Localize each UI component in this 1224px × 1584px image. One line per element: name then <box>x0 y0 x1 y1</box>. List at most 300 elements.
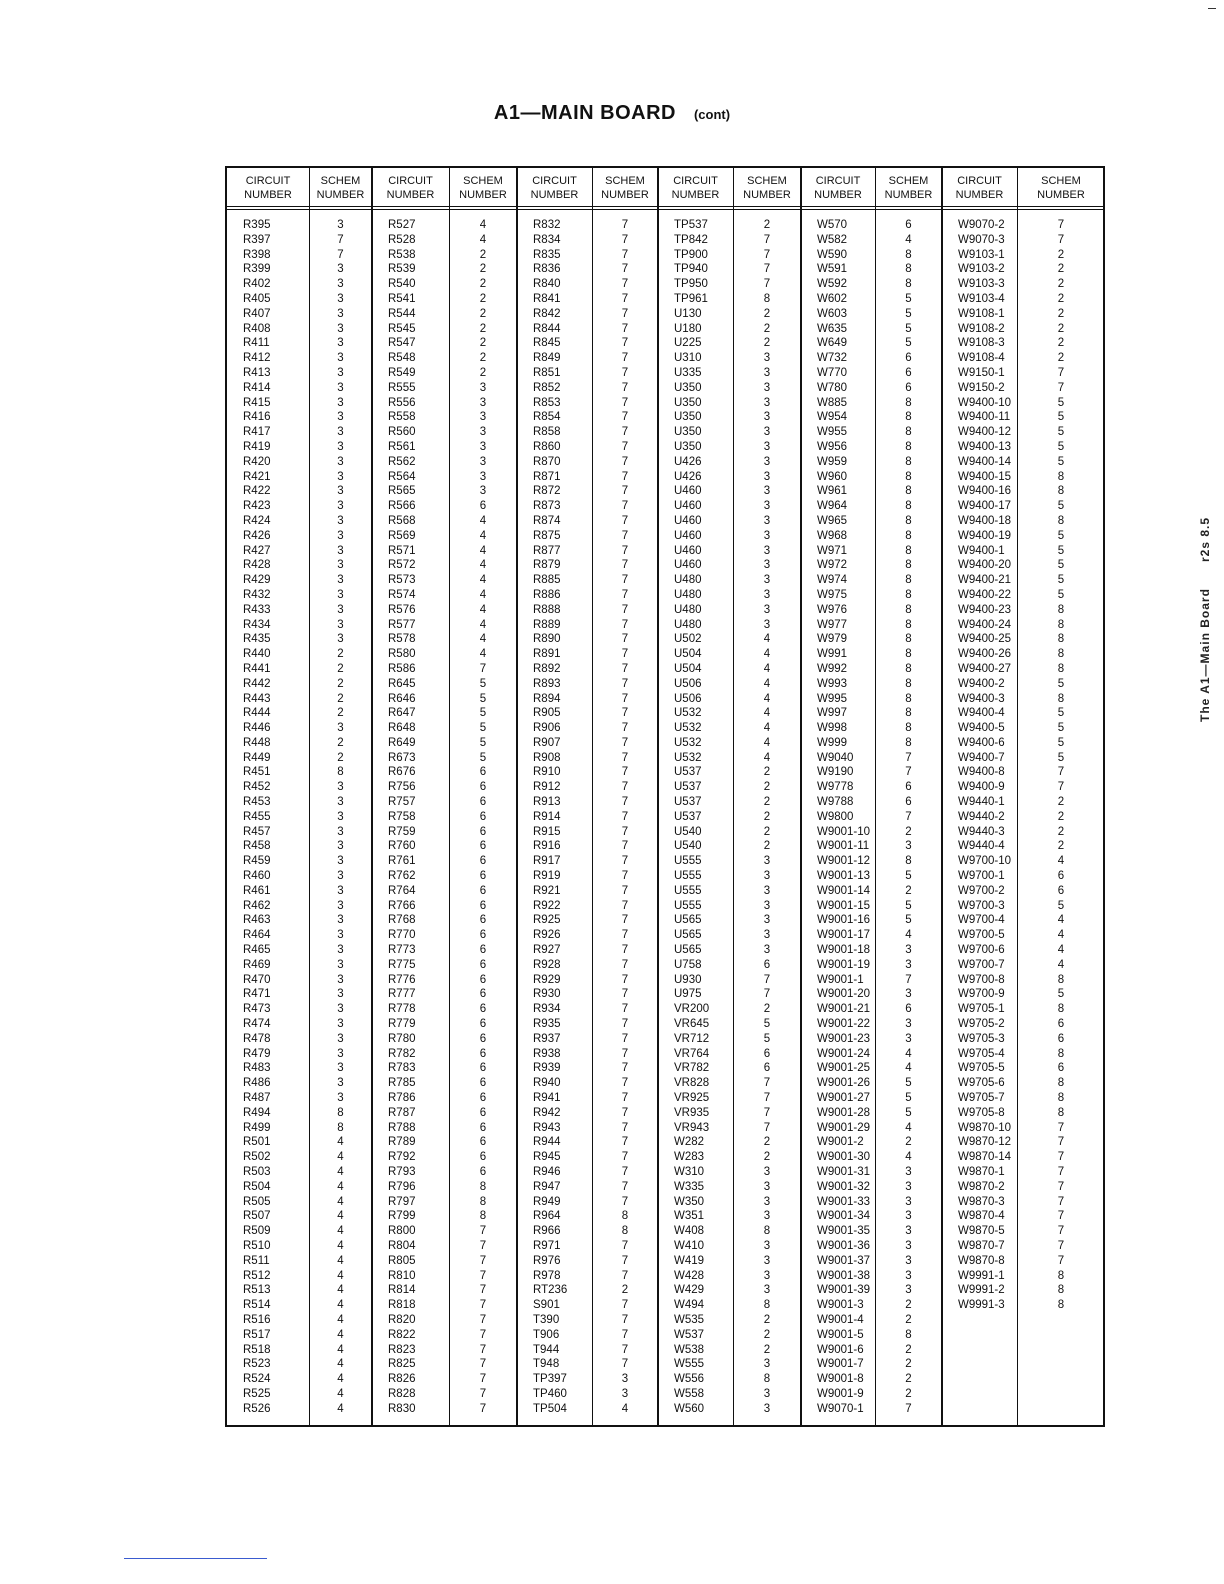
circuit-number-cell: W9001-12 <box>817 855 871 868</box>
schem-number-cell: 3 <box>337 884 344 897</box>
circuit-number-cell: R397 <box>243 233 271 246</box>
parts-location-table <box>225 166 1105 1427</box>
schem-number-cell: 7 <box>905 810 912 823</box>
schem-number-cell: 3 <box>337 263 344 276</box>
circuit-number-cell: R943 <box>533 1121 561 1134</box>
circuit-number-cell: W537 <box>674 1328 705 1341</box>
circuit-number-cell: W555 <box>674 1358 705 1371</box>
schem-number-cell: 3 <box>337 307 344 320</box>
circuit-number-cell: W961 <box>817 485 848 498</box>
schem-number-cell: 2 <box>337 736 344 749</box>
schem-number-cell: 7 <box>621 825 629 838</box>
schem-number-cell: 7 <box>621 529 629 542</box>
schem-number-cell: 2 <box>1057 263 1065 276</box>
circuit-number-cell: W351 <box>674 1210 705 1223</box>
schem-number-cell: 7 <box>621 618 629 631</box>
schem-number-cell: 2 <box>1057 278 1065 291</box>
schem-number-cell: 7 <box>479 1269 487 1282</box>
circuit-number-cell: R844 <box>533 322 561 335</box>
schem-number-cell: 8 <box>1057 1092 1065 1105</box>
circuit-number-cell: R426 <box>243 529 271 542</box>
circuit-number-cell: W9700-7 <box>958 958 1005 971</box>
schem-number-cell: 3 <box>337 958 344 971</box>
schem-number-cell: 3 <box>337 292 344 305</box>
circuit-number-cell: W9001-32 <box>817 1180 871 1193</box>
circuit-number-cell: R474 <box>243 1018 271 1031</box>
circuit-number-cell: R786 <box>388 1092 416 1105</box>
schem-number-cell: 7 <box>621 248 629 261</box>
schem-number-cell: 3 <box>337 1077 344 1090</box>
circuit-number-cell: U426 <box>674 455 702 468</box>
schem-number-cell: 8 <box>621 1210 629 1223</box>
circuit-number-cell: R478 <box>243 1032 271 1045</box>
schem-number-cell: 7 <box>1057 1254 1065 1267</box>
circuit-number-cell: R428 <box>243 559 271 572</box>
circuit-number-cell: R408 <box>243 322 271 335</box>
circuit-number-cell: R517 <box>243 1328 271 1341</box>
circuit-number-cell: R460 <box>243 870 271 883</box>
schem-number-cell: 7 <box>621 500 629 513</box>
circuit-number-cell: W9001-27 <box>817 1092 871 1105</box>
circuit-number-cell: TP900 <box>674 248 708 261</box>
circuit-number-cell: R842 <box>533 307 561 320</box>
circuit-number-cell: R886 <box>533 588 561 601</box>
circuit-number-cell: W9400-14 <box>958 455 1012 468</box>
header-label: SCHEM <box>747 175 787 187</box>
schem-values <box>733 218 801 1417</box>
schem-number-cell: 5 <box>1057 544 1065 557</box>
schem-number-cell: 7 <box>621 233 629 246</box>
schem-number-cell: 7 <box>621 1151 629 1164</box>
schem-number-cell: 2 <box>1057 825 1065 838</box>
schem-number-cell: 5 <box>905 914 912 927</box>
schem-number-cell: 3 <box>479 396 487 409</box>
circuit-number-cell: W9440-1 <box>958 796 1005 809</box>
circuit-number-cell: R854 <box>533 411 561 424</box>
circuit-number-cell: W419 <box>674 1254 705 1267</box>
circuit-number-cell: R836 <box>533 263 561 276</box>
schem-number-cell: 2 <box>905 1313 912 1326</box>
schem-number-cell: 3 <box>905 1180 912 1193</box>
circuit-number-cell: R459 <box>243 855 271 868</box>
circuit-number-cell: U460 <box>674 559 702 572</box>
circuit-number-cell: R540 <box>388 278 416 291</box>
circuit-number-cell: W9001-33 <box>817 1195 871 1208</box>
circuit-number-cell: U555 <box>674 899 702 912</box>
circuit-number-cell: R572 <box>388 559 416 572</box>
circuit-number-cell: W9400-26 <box>958 648 1012 661</box>
schem-number-cell: 7 <box>763 1121 771 1134</box>
schem-number-cell: 7 <box>621 662 629 675</box>
schem-number-cell: 8 <box>905 514 912 527</box>
circuit-number-cell: R444 <box>243 707 271 720</box>
circuit-number-cell: U480 <box>674 574 702 587</box>
schem-number-cell: 2 <box>905 1136 912 1149</box>
schem-number-cell: 5 <box>905 307 912 320</box>
circuit-number-cell: R825 <box>388 1358 416 1371</box>
circuit-number-cell: R870 <box>533 455 561 468</box>
schem-number-cell: 8 <box>1057 514 1065 527</box>
circuit-number-cell: R545 <box>388 322 416 335</box>
circuit-number-cell: TP950 <box>674 278 708 291</box>
schem-number-cell: 2 <box>337 707 344 720</box>
circuit-number-cell: U506 <box>674 677 702 690</box>
circuit-number-cell: R916 <box>533 840 561 853</box>
circuit-number-cell: R415 <box>243 396 271 409</box>
schem-number-cell: 6 <box>479 1136 487 1149</box>
circuit-number-cell: VR925 <box>674 1092 710 1105</box>
circuit-number-cell: W9400-4 <box>958 707 1005 720</box>
circuit-number-cell: W560 <box>674 1402 705 1415</box>
circuit-number-cell: W9001-30 <box>817 1151 871 1164</box>
schem-number-cell: 3 <box>905 1210 912 1223</box>
schem-number-cell: 6 <box>479 1092 487 1105</box>
circuit-number-cell: R978 <box>533 1269 561 1282</box>
schem-number-cell: 5 <box>905 337 912 350</box>
circuit-number-cell: W9991-1 <box>958 1269 1005 1282</box>
schem-number-cell: 3 <box>905 1225 912 1238</box>
circuit-number-cell: R777 <box>388 988 416 1001</box>
schem-number-cell: 2 <box>763 1151 771 1164</box>
schem-number-cell: 7 <box>621 219 629 231</box>
schem-number-cell: 4 <box>763 662 771 675</box>
circuit-number-cell: R858 <box>533 426 561 439</box>
schem-number-cell: 4 <box>479 588 487 601</box>
schem-number-cell: 8 <box>905 662 912 675</box>
schem-number-cell: 5 <box>479 722 487 735</box>
circuit-number-cell: W494 <box>674 1299 705 1312</box>
schem-number-cell: 7 <box>621 322 629 335</box>
schem-number-cell: 6 <box>479 988 487 1001</box>
schem-number-cell: 3 <box>337 825 344 838</box>
schem-number-cell: 6 <box>905 796 912 809</box>
circuit-number-header <box>942 174 1017 202</box>
circuit-number-cell: R964 <box>533 1210 561 1223</box>
circuit-number-cell: R776 <box>388 973 416 986</box>
schem-number-cell: 4 <box>337 1373 344 1386</box>
schem-number-cell: 3 <box>479 426 487 439</box>
schem-number-cell: 3 <box>337 618 344 631</box>
schem-number-cell: 5 <box>1057 500 1065 513</box>
schem-number-cell: 8 <box>1057 1299 1065 1312</box>
circuit-number-cell: R509 <box>243 1225 271 1238</box>
schem-number-cell: 4 <box>337 1313 344 1326</box>
circuit-number-cell: W960 <box>817 470 848 483</box>
circuit-number-cell: U565 <box>674 929 702 942</box>
schem-number-cell: 2 <box>337 662 344 675</box>
schem-number-cell: 7 <box>621 1136 629 1149</box>
circuit-number-cell: R879 <box>533 559 561 572</box>
schem-number-cell: 2 <box>479 248 487 261</box>
circuit-number-cell: W590 <box>817 248 848 261</box>
schem-number-cell: 6 <box>763 1062 771 1075</box>
circuit-number-cell: W282 <box>674 1136 705 1149</box>
circuit-number-cell: W9400-24 <box>958 618 1012 631</box>
schem-number-cell: 7 <box>1057 1166 1065 1178</box>
circuit-number-cell: W9400-9 <box>958 781 1005 794</box>
circuit-number-cell: U537 <box>674 766 702 779</box>
schem-number-cell: 6 <box>479 1047 487 1060</box>
schem-number-cell: 3 <box>763 396 771 409</box>
schem-number-cell: 7 <box>1057 1210 1065 1223</box>
schem-number-cell: 3 <box>905 1018 912 1031</box>
circuit-number-cell: R758 <box>388 810 416 823</box>
circuit-number-cell: R562 <box>388 455 416 468</box>
circuit-number-cell: R395 <box>243 219 271 231</box>
schem-number-cell: 7 <box>621 440 629 453</box>
circuit-number-cell: R851 <box>533 366 561 379</box>
circuit-number-cell: R934 <box>533 1003 561 1016</box>
schem-number-cell: 6 <box>479 810 487 823</box>
schem-number-cell: 8 <box>905 440 912 453</box>
schem-number-cell: 6 <box>479 1018 487 1031</box>
circuit-number-cell: U975 <box>674 988 702 1001</box>
schem-number-cell: 2 <box>337 751 344 764</box>
schem-number-cell: 3 <box>337 455 344 468</box>
circuit-number-cell: W9001-29 <box>817 1121 871 1134</box>
circuit-number-cell: U532 <box>674 736 702 749</box>
circuit-number-cell: U537 <box>674 796 702 809</box>
circuit-number-header <box>372 174 449 202</box>
schem-number-cell: 7 <box>1057 1195 1065 1208</box>
schem-number-cell: 3 <box>337 603 344 616</box>
schem-number-cell: 8 <box>1057 1047 1065 1060</box>
footer-rule <box>124 1558 267 1559</box>
circuit-number-cell: W9001-39 <box>817 1284 871 1297</box>
circuit-number-cell: R443 <box>243 692 271 705</box>
schem-number-cell: 7 <box>621 1343 629 1356</box>
schem-number-cell: 3 <box>905 1239 912 1252</box>
circuit-number-cell: R483 <box>243 1062 271 1075</box>
schem-number-cell: 2 <box>621 1284 629 1297</box>
schem-number-cell: 3 <box>337 1018 344 1031</box>
schem-number-cell: 7 <box>621 1003 629 1016</box>
circuit-number-cell: W9400-19 <box>958 529 1012 542</box>
circuit-number-cell: R586 <box>388 662 416 675</box>
schem-number-cell: 7 <box>621 884 629 897</box>
schem-number-cell: 7 <box>621 1254 629 1267</box>
circuit-number-cell: U225 <box>674 337 702 350</box>
schem-number-cell: 3 <box>479 470 487 483</box>
circuit-number-cell: S901 <box>533 1299 560 1312</box>
circuit-number-cell: U180 <box>674 322 702 335</box>
schem-number-cell: 6 <box>479 884 487 897</box>
circuit-number-cell: R511 <box>243 1254 270 1267</box>
schem-number-cell: 8 <box>905 722 912 735</box>
circuit-number-cell: W9400-6 <box>958 736 1005 749</box>
schem-number-cell: 8 <box>905 633 912 646</box>
circuit-number-cell: R789 <box>388 1136 416 1149</box>
circuit-number-cell: W9400-10 <box>958 396 1012 409</box>
circuit-number-cell: W9440-2 <box>958 810 1005 823</box>
circuit-number-cell: R888 <box>533 603 561 616</box>
schem-number-cell: 7 <box>621 810 629 823</box>
circuit-number-cell: R513 <box>243 1284 271 1297</box>
circuit-number-cell: R828 <box>388 1387 416 1400</box>
schem-number-cell: 3 <box>763 485 771 498</box>
circuit-number-cell: R756 <box>388 781 416 794</box>
circuit-number-cell: R927 <box>533 944 561 957</box>
circuit-number-cell: R565 <box>388 485 416 498</box>
circuit-number-cell: R768 <box>388 914 416 927</box>
column-divider <box>941 168 943 1425</box>
circuit-number-cell: R479 <box>243 1047 271 1060</box>
schem-number-cell: 2 <box>1057 248 1065 261</box>
circuit-number-cell: W732 <box>817 352 848 365</box>
schem-number-cell: 3 <box>337 633 344 646</box>
circuit-number-cell: R926 <box>533 929 561 942</box>
schem-number-cell: 7 <box>479 1343 487 1356</box>
header-label: SCHEM <box>463 175 503 187</box>
schem-number-cell: 5 <box>905 1106 912 1119</box>
circuit-number-cell: W9870-4 <box>958 1210 1005 1223</box>
circuit-number-cell: R940 <box>533 1077 561 1090</box>
schem-number-cell: 8 <box>905 529 912 542</box>
schem-number-cell: 4 <box>763 722 771 735</box>
schem-number-cell: 7 <box>621 1269 629 1282</box>
circuit-number-cell: R427 <box>243 544 271 557</box>
circuit-values <box>372 218 449 1417</box>
circuit-number-cell: W9001-7 <box>817 1358 864 1371</box>
header-label: CIRCUIT <box>388 175 433 187</box>
schem-number-cell: 7 <box>621 411 629 424</box>
circuit-number-cell: W570 <box>817 219 848 231</box>
circuit-number-cell: W9001-5 <box>817 1328 864 1341</box>
schem-number-cell: 7 <box>621 1180 629 1193</box>
circuit-number-cell: W283 <box>674 1151 705 1164</box>
schem-number-cell: 4 <box>479 233 487 246</box>
circuit-number-cell: R487 <box>243 1092 271 1105</box>
schem-number-cell: 4 <box>905 1047 912 1060</box>
schem-number-cell: 2 <box>763 219 771 231</box>
circuit-number-cell: R548 <box>388 352 416 365</box>
schem-number-cell: 6 <box>479 825 487 838</box>
circuit-number-cell: W9108-4 <box>958 352 1005 365</box>
circuit-number-cell: W9103-2 <box>958 263 1005 276</box>
schem-number-cell: 7 <box>621 722 629 735</box>
circuit-number-cell: R779 <box>388 1018 416 1031</box>
schem-values <box>1017 218 1105 1313</box>
header-label: CIRCUIT <box>673 175 718 187</box>
schem-number-cell: 4 <box>763 707 771 720</box>
schem-number-cell: 2 <box>479 263 487 276</box>
schem-number-cell: 7 <box>621 1121 629 1134</box>
schem-number-cell: 3 <box>763 884 771 897</box>
schem-number-cell: 3 <box>763 455 771 468</box>
schem-number-cell: 7 <box>621 544 629 557</box>
schem-number-cell: 2 <box>905 1299 912 1312</box>
circuit-number-cell: W9001-24 <box>817 1047 871 1060</box>
circuit-number-cell: R524 <box>243 1373 271 1386</box>
schem-number-cell: 7 <box>621 588 629 601</box>
circuit-number-cell: R647 <box>388 707 416 720</box>
circuit-number-cell: W770 <box>817 366 848 379</box>
schem-number-cell: 2 <box>479 278 487 291</box>
circuit-number-cell: W972 <box>817 559 848 572</box>
circuit-number-cell: U310 <box>674 352 702 365</box>
schem-number-header <box>1017 174 1105 202</box>
circuit-number-cell: R464 <box>243 929 271 942</box>
schem-number-cell: 6 <box>479 1166 487 1178</box>
schem-number-cell: 7 <box>621 1328 629 1341</box>
circuit-number-cell: R913 <box>533 796 561 809</box>
circuit-number-cell: R939 <box>533 1062 561 1075</box>
circuit-number-cell: R525 <box>243 1387 271 1400</box>
schem-number-cell: 4 <box>1057 958 1065 971</box>
circuit-number-cell: U350 <box>674 426 702 439</box>
circuit-number-cell: W9001-34 <box>817 1210 871 1223</box>
schem-number-cell: 8 <box>479 1210 487 1223</box>
circuit-number-cell: R788 <box>388 1121 416 1134</box>
schem-number-header <box>733 174 801 202</box>
schem-number-cell: 4 <box>905 1121 912 1134</box>
circuit-number-cell: R494 <box>243 1106 271 1119</box>
circuit-number-cell: W9001-18 <box>817 944 871 957</box>
schem-number-cell: 7 <box>337 248 344 261</box>
circuit-number-cell: R676 <box>388 766 416 779</box>
column-divider <box>309 168 310 1425</box>
column-divider <box>449 168 450 1425</box>
circuit-number-cell: R413 <box>243 366 271 379</box>
circuit-number-cell: R502 <box>243 1151 271 1164</box>
schem-number-cell: 3 <box>337 278 344 291</box>
schem-number-cell: 3 <box>337 1062 344 1075</box>
schem-number-cell: 5 <box>1057 707 1065 720</box>
schem-number-cell: 3 <box>337 870 344 883</box>
circuit-number-cell: VR935 <box>674 1106 710 1119</box>
schem-number-header <box>875 174 942 202</box>
schem-number-cell: 3 <box>763 470 771 483</box>
column-divider <box>371 168 373 1425</box>
schem-number-cell: 4 <box>337 1254 344 1267</box>
circuit-number-cell: W976 <box>817 603 848 616</box>
schem-number-cell: 7 <box>763 233 771 246</box>
schem-number-cell: 3 <box>763 352 771 365</box>
side-text-right: The A1—Main Board <box>1198 588 1212 722</box>
circuit-number-cell: R433 <box>243 603 271 616</box>
circuit-number-cell: U502 <box>674 633 702 646</box>
circuit-number-cell: R453 <box>243 796 271 809</box>
circuit-number-cell: W9870-10 <box>958 1121 1012 1134</box>
schem-number-cell: 7 <box>479 1254 487 1267</box>
schem-number-cell: 2 <box>763 796 771 809</box>
schem-number-cell: 3 <box>763 870 771 883</box>
circuit-number-cell: R849 <box>533 352 561 365</box>
schem-number-cell: 8 <box>905 1328 912 1341</box>
circuit-number-cell: R783 <box>388 1062 416 1075</box>
circuit-number-cell: W992 <box>817 662 848 675</box>
circuit-number-cell: R465 <box>243 944 271 957</box>
schem-number-cell: 3 <box>337 1047 344 1060</box>
circuit-number-cell: R928 <box>533 958 561 971</box>
schem-number-cell: 7 <box>621 381 629 394</box>
circuit-number-cell: W9400-12 <box>958 426 1012 439</box>
schem-number-cell: 7 <box>479 1373 487 1386</box>
schem-number-cell: 7 <box>763 1106 771 1119</box>
circuit-number-cell: R893 <box>533 677 561 690</box>
schem-number-cell: 2 <box>763 1136 771 1149</box>
schem-number-cell: 6 <box>479 899 487 912</box>
circuit-number-cell: R773 <box>388 944 416 957</box>
circuit-number-cell: W979 <box>817 633 848 646</box>
circuit-number-cell: W998 <box>817 722 848 735</box>
circuit-number-cell: R549 <box>388 366 416 379</box>
circuit-number-column <box>517 168 592 1425</box>
schem-number-cell: 5 <box>905 1077 912 1090</box>
header-label: NUMBER <box>244 189 292 201</box>
schem-number-cell: 5 <box>1057 736 1065 749</box>
schem-number-cell: 8 <box>905 278 912 291</box>
